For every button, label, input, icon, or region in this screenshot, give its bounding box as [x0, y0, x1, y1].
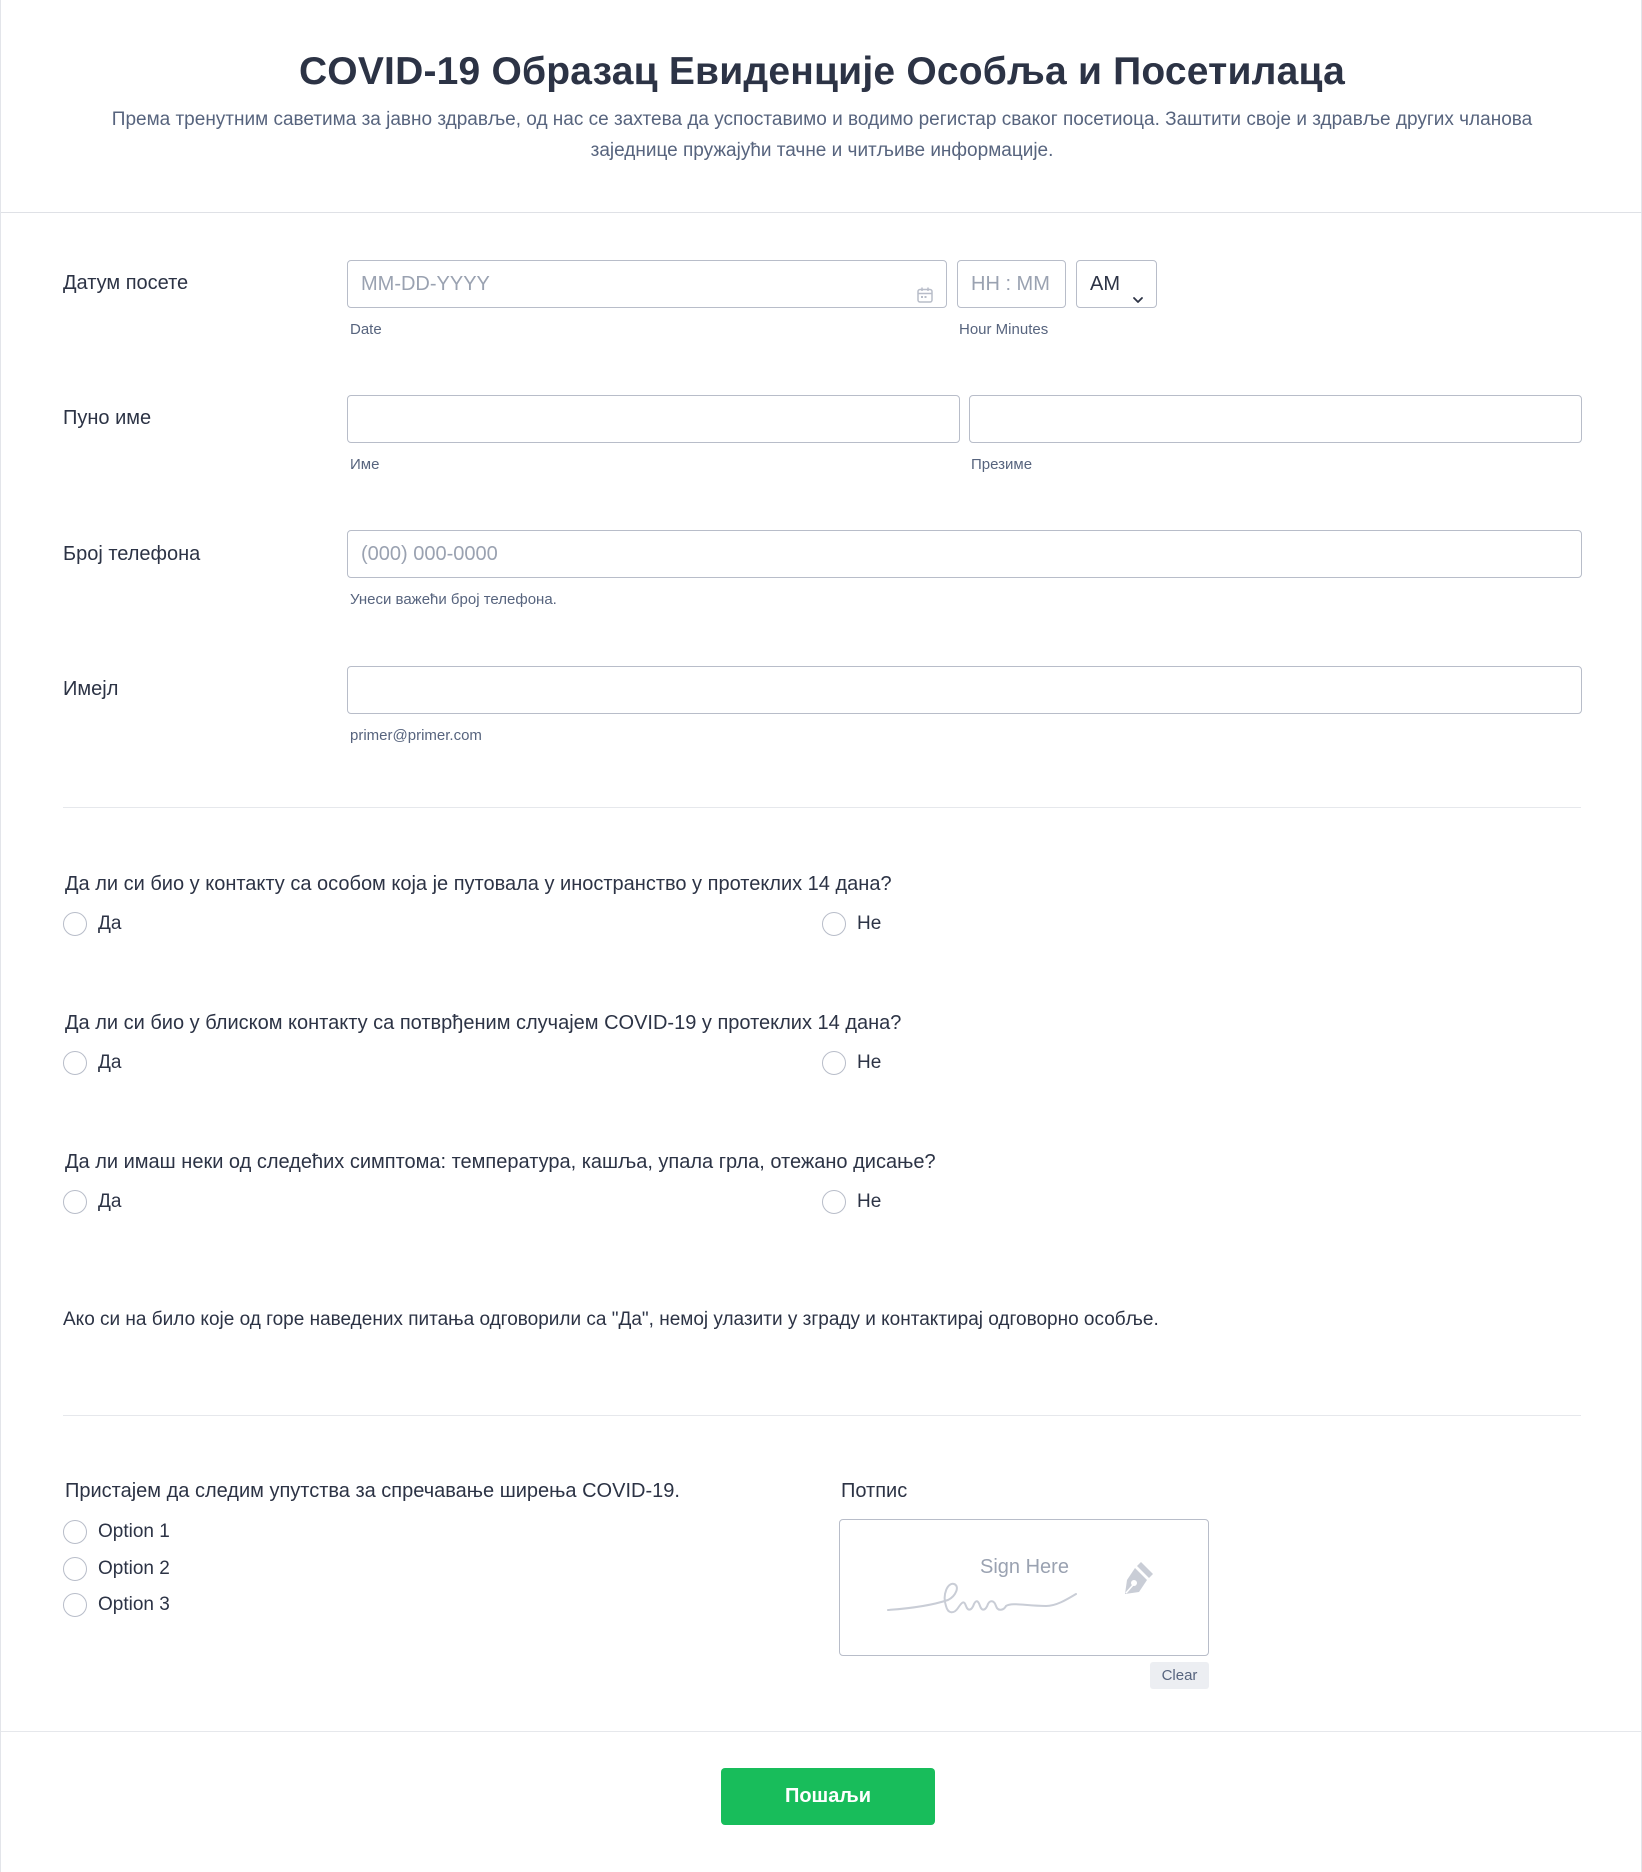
- full-name-label: Пуно име: [63, 407, 152, 429]
- time-placeholder: HH : MM: [971, 273, 1050, 295]
- chevron-down-icon: [1132, 277, 1144, 289]
- question-2-yes-label[interactable]: Да: [98, 1052, 122, 1073]
- agreement-label: Пристајем да следим упутства за спречавање ширења COVID-19.: [65, 1480, 680, 1502]
- signature-pad[interactable]: [839, 1519, 1209, 1656]
- ampm-value: AM: [1090, 273, 1120, 295]
- agreement-option-3-label[interactable]: Option 3: [98, 1594, 170, 1615]
- submit-button[interactable]: Пошаљи: [721, 1768, 935, 1825]
- footer-divider: [1, 1731, 1642, 1732]
- question-1-no-label[interactable]: Не: [857, 913, 882, 934]
- first-name-input[interactable]: [347, 395, 960, 443]
- agreement-option-2-radio[interactable]: [63, 1557, 87, 1581]
- phone-label: Број телефона: [63, 543, 201, 565]
- email-sublabel: primer@primer.com: [350, 727, 482, 744]
- date-input[interactable]: [347, 260, 947, 308]
- phone-placeholder: (000) 000-0000: [361, 543, 498, 565]
- last-name-input[interactable]: [969, 395, 1582, 443]
- signature-scribble-icon: [886, 1580, 1086, 1620]
- question-3-no-radio[interactable]: [822, 1190, 846, 1214]
- question-3-no-label[interactable]: Не: [857, 1191, 882, 1212]
- form-description: Према тренутним саветима за јавно здравље, од нас се захтева да успоставимо и водимо регистар сваког посетиоца. Заштити своје и здравље других чланова заједнице пружајући тачне и читљиве информације.: [111, 109, 1533, 161]
- question-3-yes-radio[interactable]: [63, 1190, 87, 1214]
- question-3-text: Да ли имаш неки од следећих симптома: температура, кашља, упала грла, отежано дисање?: [65, 1151, 936, 1173]
- agreement-option-3-radio[interactable]: [63, 1593, 87, 1617]
- question-3-yes-label[interactable]: Да: [98, 1191, 122, 1212]
- phone-sublabel: Унеси важећи број телефона.: [350, 591, 557, 608]
- date-sublabel: Date: [350, 321, 382, 338]
- last-name-sublabel: Презиме: [971, 456, 1033, 473]
- question-2-no-label[interactable]: Не: [857, 1052, 882, 1073]
- first-name-sublabel: Име: [350, 456, 380, 473]
- section-divider: [63, 807, 1581, 808]
- question-2-yes-radio[interactable]: [63, 1051, 87, 1075]
- email-label: Имејл: [63, 678, 119, 700]
- warning-note: Ако си на било које од горе наведених питања одговорили са "Да", немој улазити у зграду и контактирај одговорно особље.: [63, 1309, 1159, 1330]
- question-2-text: Да ли си био у блиском контакту са потврђеним случајем COVID-19 у протеклих 14 дана?: [65, 1012, 902, 1034]
- email-input[interactable]: [347, 666, 1582, 714]
- section-divider: [63, 1415, 1581, 1416]
- signature-label: Потпис: [841, 1480, 908, 1502]
- agreement-option-1-radio[interactable]: [63, 1520, 87, 1544]
- time-sublabel: Hour Minutes: [959, 321, 1049, 338]
- signature-hint: Sign Here: [980, 1556, 1069, 1578]
- form-header: [1, 0, 1642, 213]
- ampm-select[interactable]: [1076, 260, 1157, 308]
- agreement-option-2-label[interactable]: Option 2: [98, 1558, 170, 1579]
- clear-signature-button[interactable]: Clear: [1150, 1662, 1209, 1689]
- question-1-yes-radio[interactable]: [63, 912, 87, 936]
- phone-input[interactable]: [347, 530, 1582, 578]
- question-1-no-radio[interactable]: [822, 912, 846, 936]
- form-title: COVID-19 Образац Евиденције Особља и Посетилаца: [298, 50, 1346, 93]
- question-2-no-radio[interactable]: [822, 1051, 846, 1075]
- date-placeholder: MM-DD-YYYY: [361, 273, 490, 295]
- visit-date-label: Датум посете: [63, 272, 189, 294]
- time-input[interactable]: [957, 260, 1066, 308]
- question-1-text: Да ли си био у контакту са особом која је путовала у иностранство у протеклих 14 дана?: [65, 873, 892, 895]
- agreement-option-1-label[interactable]: Option 1: [98, 1521, 170, 1542]
- question-1-yes-label[interactable]: Да: [98, 913, 122, 934]
- pen-icon: [1115, 1560, 1155, 1600]
- calendar-icon[interactable]: [916, 275, 934, 293]
